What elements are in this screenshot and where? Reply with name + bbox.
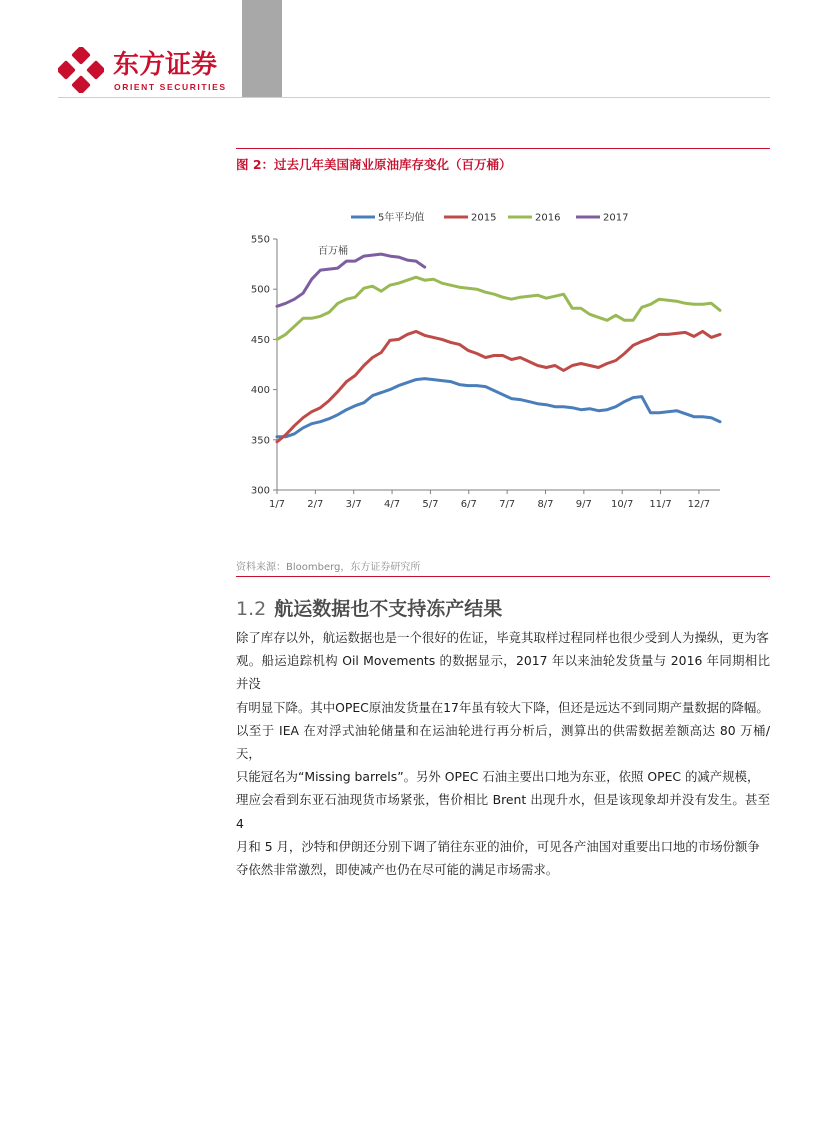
chart-series — [277, 254, 720, 442]
x-tick-label: 1/7 — [268, 499, 286, 510]
body-line: 观。船运追踪机构 Oil Movements 的数据显示，2017 年以来油轮发货量与 2016 年同期相比并没 — [236, 653, 770, 692]
legend-label: 2016 — [535, 212, 561, 224]
x-tick-label: 8/7 — [537, 499, 554, 510]
legend-label: 2015 — [471, 212, 497, 224]
x-tick-label: 5/7 — [422, 499, 439, 510]
body-paragraph — [236, 626, 770, 881]
figure-bottom-rule — [236, 576, 770, 577]
x-tick-label: 12/7 — [687, 499, 711, 510]
orient-securities-logo-icon — [58, 47, 104, 93]
series-line-2 — [277, 277, 720, 339]
body-line: 夺依然非常激烈，即使减产也仍在尽可能的满足市场需求。 — [236, 862, 559, 878]
y-tick-label: 300 — [250, 485, 270, 497]
x-tick-label: 9/7 — [575, 499, 592, 510]
header-divider — [58, 97, 770, 98]
brand-name-cn: 东方证券 — [113, 50, 218, 80]
y-tick-label: 550 — [250, 234, 270, 246]
section-heading — [236, 594, 502, 621]
body-line: 以至于 IEA 在对浮式油轮储量和在运油轮进行再分析后，测算出的供需数据差额高达 80 万桶/天， — [236, 722, 770, 762]
brand-name-en: ORIENT SECURITIES — [114, 82, 227, 92]
figure-source: 资料来源：Bloomberg，东方证券研究所 — [236, 562, 421, 573]
section-title-text: 航运数据也不支持冻产结果 — [274, 598, 503, 620]
chart-annotation: 百万桶 — [318, 246, 348, 257]
x-tick-label: 4/7 — [384, 499, 401, 510]
x-tick-label: 6/7 — [460, 499, 477, 510]
x-tick-label: 3/7 — [345, 499, 362, 510]
section-number: 1.2 — [236, 598, 267, 620]
x-tick-label: 10/7 — [610, 499, 634, 510]
y-tick-label: 500 — [250, 284, 270, 296]
chart-legend — [351, 211, 628, 224]
inventory-line-chart — [236, 200, 770, 530]
figure-top-rule — [236, 148, 770, 149]
body-line: 有明显下降。其中OPEC原油发货量在17年虽有较大下降，但还是远达不到同期产量数据的降幅。 — [236, 699, 769, 715]
y-tick-label: 450 — [250, 334, 270, 346]
body-line: 月和 5 月，沙特和伊朗还分别下调了销往东亚的油价，可见各产油国对重要出口地的市场份额争 — [236, 838, 760, 854]
y-tick-label: 400 — [250, 385, 270, 397]
body-line: 理应会看到东亚石油现货市场紧张，售价相比 Brent 出现升水，但是该现象却并没有发生。甚至 4 — [236, 792, 770, 831]
body-line: 除了库存以外，航运数据也是一个很好的佐证，毕竟其取样过程同样也很少受到人为操纵，更为客 — [236, 630, 769, 645]
x-tick-label: 11/7 — [649, 499, 672, 510]
x-tick-label: 2/7 — [307, 499, 324, 510]
header-gray-block — [242, 0, 282, 97]
x-tick-label: 7/7 — [499, 499, 516, 510]
legend-label: 5年平均值 — [378, 212, 425, 224]
body-line: 只能冠名为“Missing barrels”。另外 OPEC 石油主要出口地为东亚，依照 OPEC 的减产规模， — [236, 769, 760, 785]
figure-title: 图 2：过去几年美国商业原油库存变化（百万桶） — [236, 157, 512, 172]
chart-axes — [251, 235, 720, 511]
legend-label: 2017 — [603, 212, 629, 224]
y-tick-label: 350 — [250, 435, 270, 447]
series-line-1 — [277, 331, 720, 441]
